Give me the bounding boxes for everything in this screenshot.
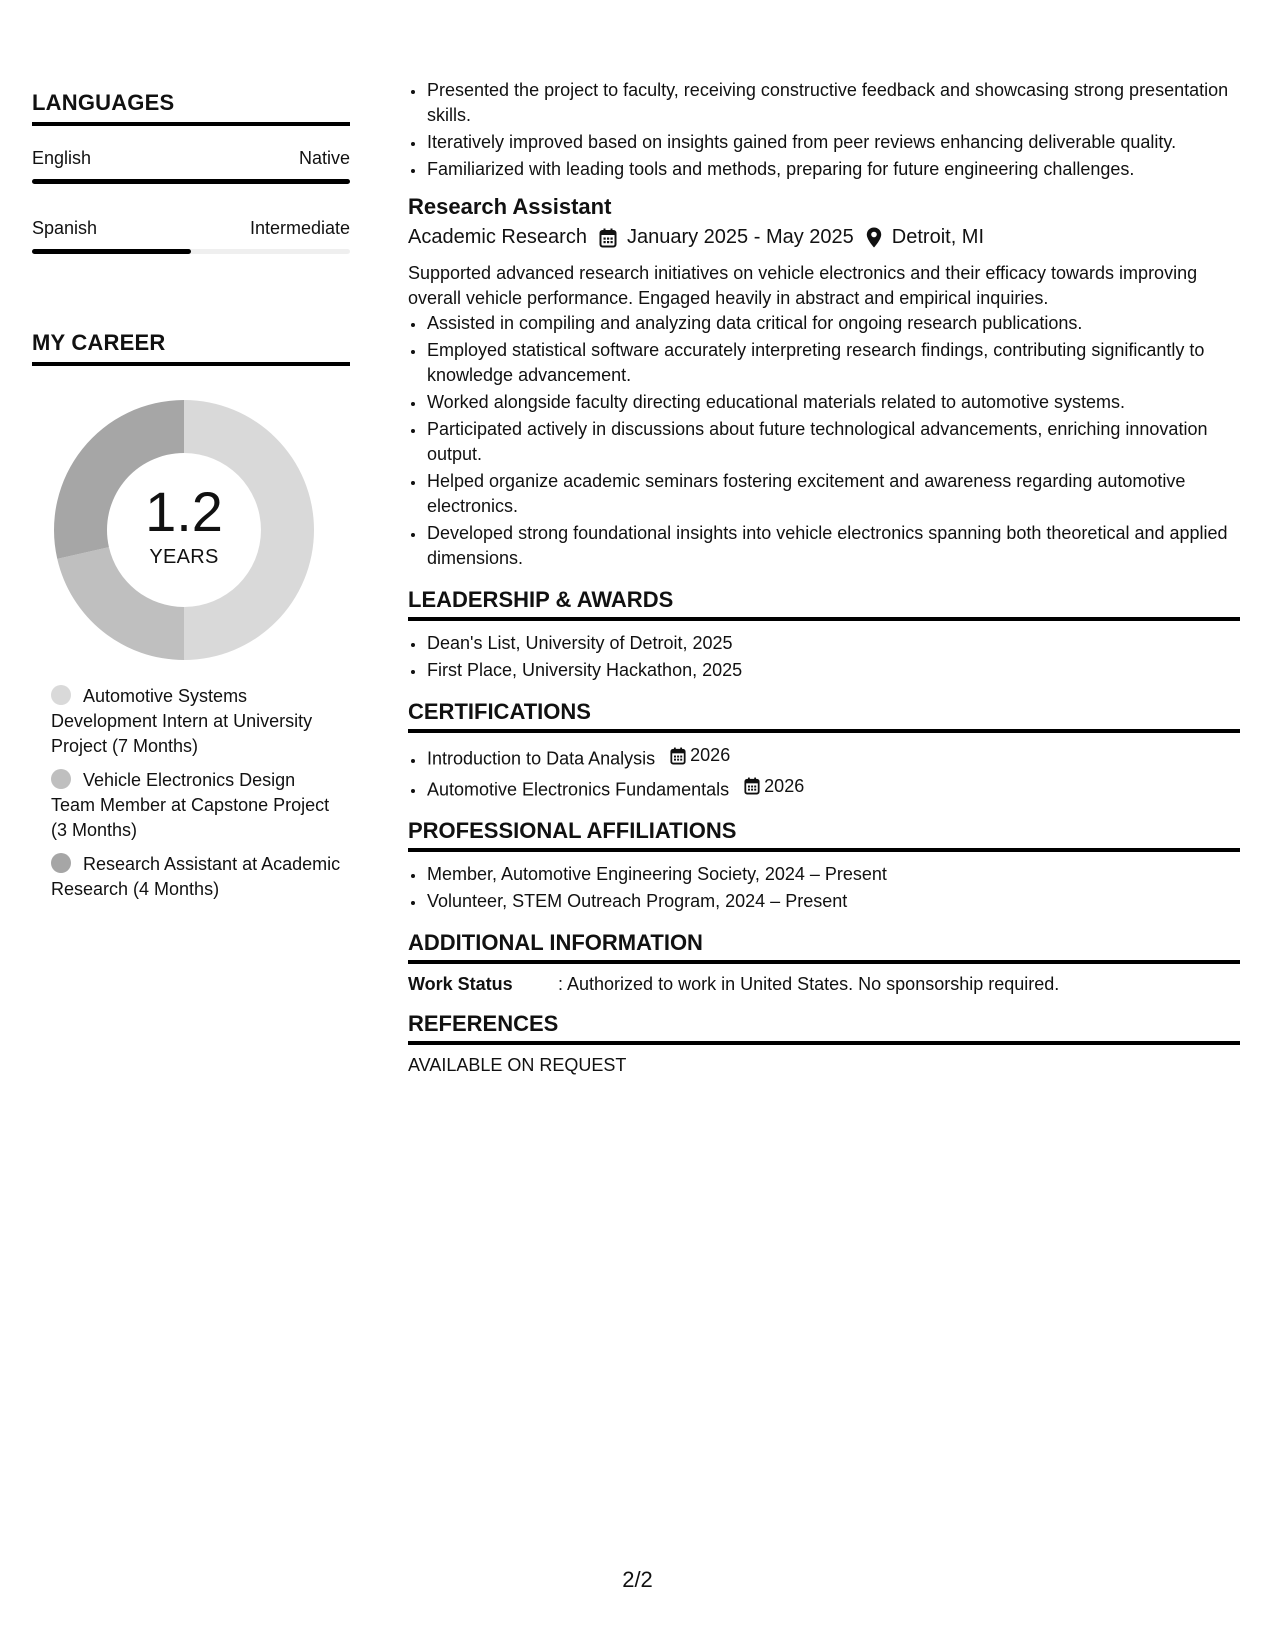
list-item: • Iteratively improved based on insights gained from peer reviews enhancing deliverable quality. [426, 130, 1240, 155]
list-item: • Member, Automotive Engineering Society, 2024 – Present [426, 862, 1240, 887]
calendar-icon [670, 747, 686, 765]
cert-name: Introduction to Data Analysis [427, 748, 656, 769]
language-name: Spanish [32, 218, 98, 238]
left-column [32, 90, 350, 911]
affiliations-heading: PROFESSIONAL AFFILIATIONS [408, 818, 1240, 852]
additional-info-heading: ADDITIONAL INFORMATION [408, 930, 1240, 964]
list-item: • First Place, University Hackathon, 2025 [426, 658, 1240, 683]
legend-label: Research Assistant at Academic Research (4 Months) [51, 854, 341, 899]
language-level: Intermediate [249, 218, 350, 238]
legend-label: Automotive Systems Development Intern at University Project (7 Months) [51, 686, 313, 756]
calendar-icon [599, 228, 617, 248]
job-meta [408, 226, 1240, 249]
legend-dot-icon [51, 769, 71, 789]
work-status-label: Work Status [408, 974, 513, 994]
languages-heading: LANGUAGES [32, 90, 350, 126]
language-bar-fill [32, 249, 191, 254]
job-company: Academic Research [408, 226, 587, 248]
leadership-list [408, 631, 1240, 683]
work-status-row [408, 974, 1240, 995]
career-heading: MY CAREER [32, 330, 350, 366]
leadership-heading: LEADERSHIP & AWARDS [408, 587, 1240, 621]
career-legend [51, 684, 341, 902]
job-description: Supported advanced research initiatives on vehicle electronics and their efficacy towards improving overall vehicle performance. Engaged heavily in abstract and empirical inquiries. [408, 263, 1198, 308]
list-item: • Presented the project to faculty, receiving constructive feedback and showcasing strong presentation skills. [426, 78, 1240, 128]
cert-year: 2026 [690, 745, 731, 765]
language-bar [32, 179, 350, 184]
language-bar [32, 249, 350, 254]
list-item: • Assisted in compiling and analyzing data critical for ongoing research publications. [426, 311, 1240, 336]
calendar-icon [744, 777, 760, 795]
location-pin-icon [866, 227, 882, 248]
previous-job-bullets [408, 78, 1240, 182]
right-column [408, 78, 1240, 1076]
cert-name: Automotive Electronics Fundamentals [427, 779, 730, 799]
list-item: • Worked alongside faculty directing educational materials related to automotive systems. [426, 390, 1240, 415]
list-item: • Participated actively in discussions about future technological advancements, enriching innovation output. [426, 417, 1240, 467]
certifications-list [408, 743, 1240, 802]
language-item [32, 218, 350, 254]
certifications-heading: CERTIFICATIONS [408, 699, 1240, 733]
list-item: • Employed statistical software accurately interpreting research findings, contributing significantly to knowledge advancement. [426, 338, 1240, 388]
job-title: Research Assistant [408, 194, 612, 219]
language-item [32, 148, 350, 184]
list-item [426, 774, 1240, 803]
legend-label: Vehicle Electronics Design Team Member at Capstone Project (3 Months) [51, 770, 330, 840]
legend-dot-icon [51, 853, 71, 873]
affiliations-list [408, 862, 1240, 914]
list-item: • Familiarized with leading tools and methods, preparing for future engineering challenges. [426, 157, 1240, 182]
career-total-value: 1.2 [145, 479, 223, 543]
references-heading: REFERENCES [408, 1011, 1240, 1045]
list-item: • Dean's List, University of Detroit, 2025 [426, 631, 1240, 656]
work-status-value: : Authorized to work in United States. No sponsorship required. [558, 974, 1060, 994]
page-number: 2/2 [622, 1567, 653, 1592]
list-item: • Helped organize academic seminars fostering excitement and awareness regarding automotive electronics. [426, 469, 1240, 519]
job-dates: January 2025 - May 2025 [626, 226, 854, 248]
list-item: • Volunteer, STEM Outreach Program, 2024 – Present [426, 889, 1240, 914]
career-total-unit: YEARS [149, 545, 219, 568]
language-name: English [32, 148, 92, 168]
job-location: Detroit, MI [891, 226, 985, 248]
job-bullets [408, 311, 1240, 571]
legend-item [51, 852, 341, 902]
legend-item [51, 768, 341, 843]
legend-item [51, 684, 341, 759]
language-level: Native [298, 148, 350, 168]
cert-year: 2026 [764, 775, 805, 796]
references-text: AVAILABLE ON REQUEST [408, 1055, 627, 1075]
language-bar-fill [32, 179, 350, 184]
career-donut-chart [54, 400, 314, 660]
legend-dot-icon [51, 685, 71, 705]
list-item: • Developed strong foundational insights into vehicle electronics spanning both theoretical and applied dimensions. [426, 521, 1240, 571]
list-item [426, 743, 1240, 772]
